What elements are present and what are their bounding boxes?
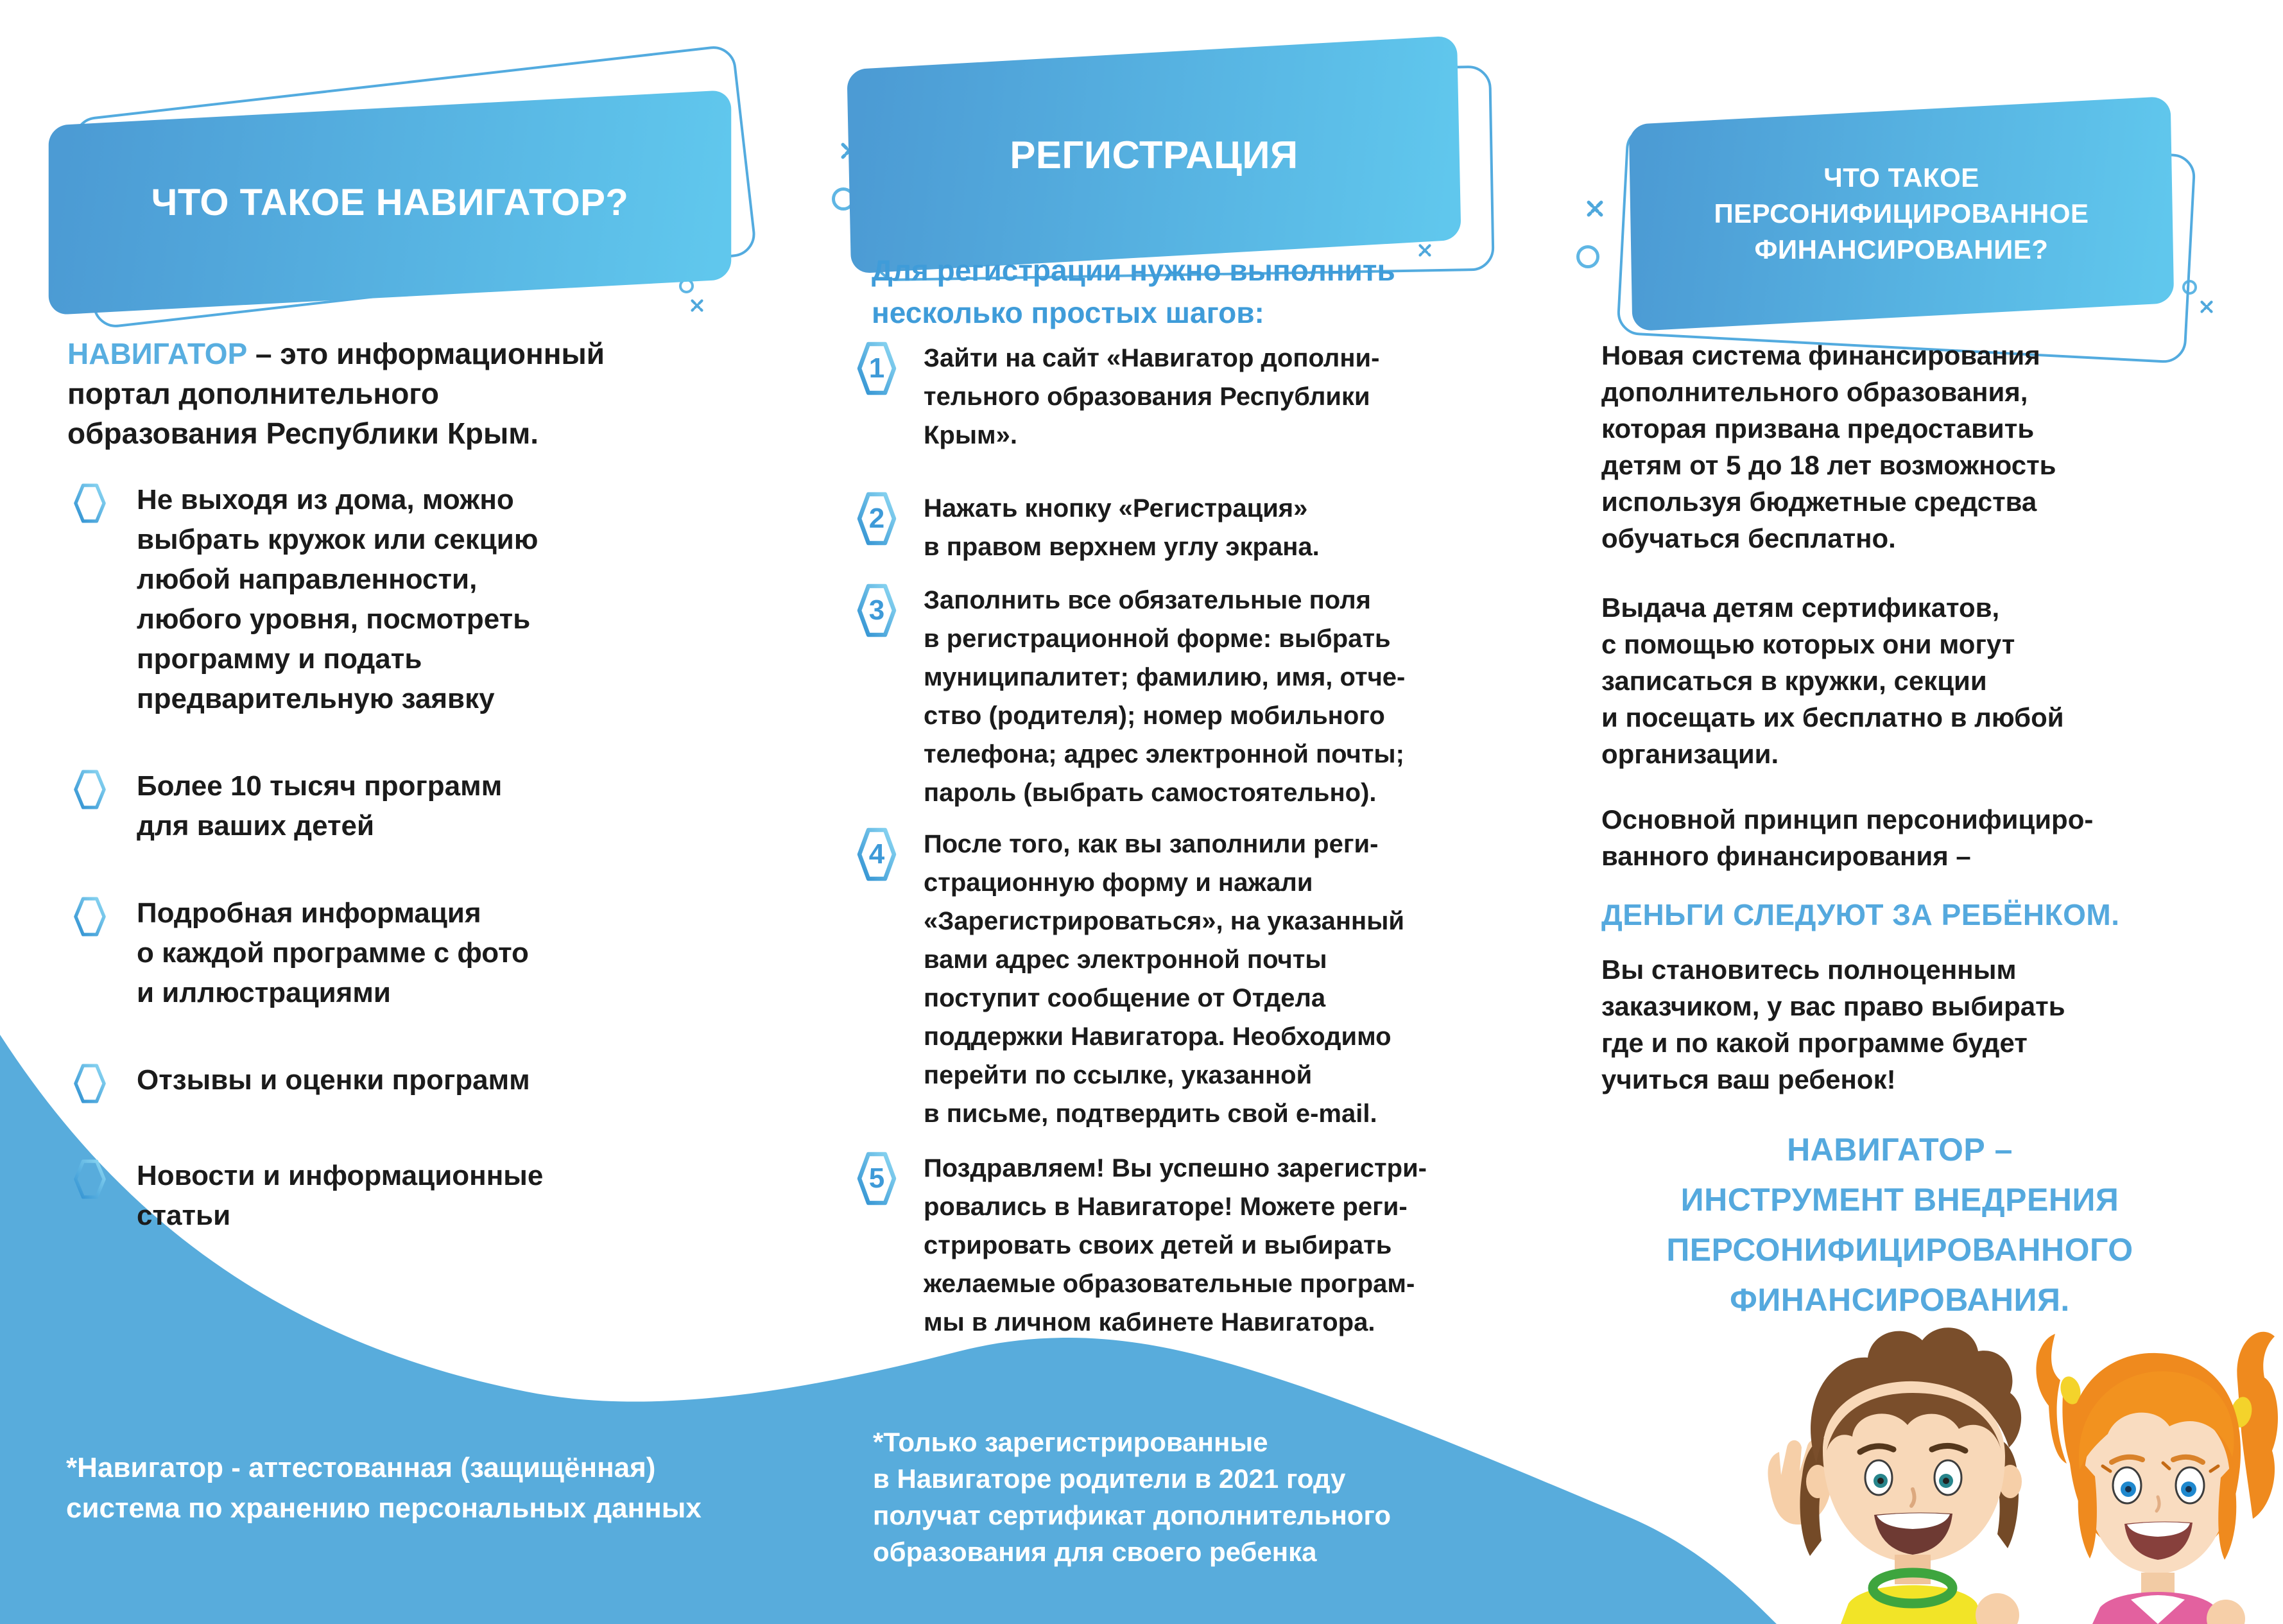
- list-item: [74, 480, 543, 719]
- cross-mark-icon: [691, 299, 703, 312]
- step-number: 1: [868, 352, 885, 384]
- step-number-hexagon-icon: [857, 1149, 897, 1208]
- step-number-hexagon-icon: [857, 339, 897, 398]
- left-bullet-list: [74, 480, 543, 1236]
- step-number: 2: [868, 503, 885, 534]
- intro-after: – это информационный: [247, 337, 605, 370]
- list-item: [74, 1156, 543, 1236]
- list-item: [74, 1060, 543, 1109]
- step-number: 5: [868, 1162, 885, 1194]
- step-item: [857, 339, 1379, 454]
- step-item: [857, 1149, 1427, 1342]
- intro-highlight: НАВИГАТОР: [67, 337, 248, 370]
- list-item: [74, 894, 543, 1013]
- circle-mark-icon: [1576, 245, 1599, 268]
- list-item-text: Отзывы и оценки программ: [137, 1064, 530, 1096]
- hexagon-bullet-icon: [74, 1157, 106, 1204]
- step-number-hexagon-icon: [857, 581, 897, 640]
- right-paragraph: Выдача детям сертификатов, с помощью которых они могут записаться в кружки, секции и посещать их бесплатно в любой организации.: [1601, 592, 2064, 769]
- intro-rest: портал дополнительного образования Республики Крым.: [67, 377, 539, 450]
- right-paragraph: Основной принцип персонифициро- ванного финансирования –: [1601, 804, 2094, 871]
- list-item-text: Новости и информационные статьи: [137, 1160, 544, 1231]
- cross-mark-icon: [1587, 200, 1603, 217]
- registration-subtitle: Для регистрации нужно выполнить несколько простых шагов:: [872, 254, 1395, 329]
- step-number-hexagon-icon: [857, 825, 897, 884]
- header-banner-left: [48, 108, 732, 297]
- children-illustration: [1720, 1303, 2283, 1624]
- step-text: Поздравляем! Вы успешно зарегистри- ровались в Навигаторе! Можете реги- стрировать своих детей и выбирать желаемые образовательные програм- мы в личном кабинете Навигатора.: [924, 1154, 1427, 1336]
- step-item: [857, 581, 1405, 812]
- step-number-hexagon-icon: [857, 489, 897, 548]
- girl-character: [2036, 1332, 2278, 1624]
- list-item-text: Не выходя из дома, можно выбрать кружок или секцию любой направленности, любого уровня, посмотреть программу и подать предварительную заявку: [137, 484, 538, 714]
- cross-mark-icon: [2200, 300, 2213, 313]
- hexagon-bullet-icon: [74, 481, 106, 528]
- step-text: Зайти на сайт «Навигатор дополни- тельного образования Республики Крым».: [924, 344, 1380, 449]
- page-title-right: ЧТО ТАКОЕ ПЕРСОНИФИЦИРОВАННОЕ ФИНАНСИРОВАНИЕ?: [1714, 162, 2089, 264]
- right-paragraph: Вы становитесь полноценным заказчиком, у вас право выбирать где и по какой программе будет учиться ваш ребенок!: [1601, 955, 2065, 1094]
- page-title-left: ЧТО ТАКОЕ НАВИГАТОР?: [151, 182, 629, 223]
- step-item: [857, 489, 1320, 566]
- left-intro-paragraph: [67, 334, 605, 453]
- step-text: Нажать кнопку «Регистрация» в правом верхнем углу экрана.: [924, 494, 1320, 561]
- hexagon-bullet-icon: [74, 768, 106, 815]
- header-banner-right: [1630, 110, 2173, 317]
- step-number: 4: [868, 838, 885, 870]
- navigator-slogan: НАВИГАТОР – ИНСТРУМЕНТ ВНЕДРЕНИЯ ПЕРСОНИФИЦИРОВАННОГО ФИНАНСИРОВАНИЯ.: [1666, 1132, 2133, 1318]
- list-item-text: Более 10 тысяч программ для ваших детей: [137, 770, 503, 842]
- list-item-text: Подробная информация о каждой программе с фото и иллюстрациями: [137, 897, 529, 1008]
- step-text: Заполнить все обязательные поля в регистрационной форме: выбрать муниципалитет; фамилию, имя, отче- ство (родителя); номер мобильного телефона; адрес электронной почты; пароль (выбрать самостоятельно).: [924, 586, 1406, 807]
- hexagon-bullet-icon: [74, 895, 106, 942]
- list-item: [74, 766, 543, 846]
- header-banner-middle: [849, 53, 1460, 257]
- page-title-middle: РЕГИСТРАЦИЯ: [1010, 133, 1298, 177]
- left-footnote: *Навигатор - аттестованная (защищённая) система по хранению персональных данных: [66, 1452, 702, 1524]
- step-number: 3: [868, 594, 885, 626]
- boy-character: [1768, 1327, 2022, 1624]
- middle-footnote: *Только зарегистрированные в Навигаторе родители в 2021 году получат сертификат дополнительного образования для своего ребенка: [873, 1427, 1391, 1567]
- right-paragraph: Новая система финансирования дополнительного образования, которая призвана предоставить детям от 5 до 18 лет возможность используя бюджетные средства обучаться бесплатно.: [1601, 340, 2056, 553]
- money-follows-child-highlight: ДЕНЬГИ СЛЕДУЮТ ЗА РЕБЁНКОМ.: [1601, 898, 2120, 931]
- step-text: После того, как вы заполнили реги- страционную форму и нажали «Зарегистрироваться», на указанный вами адрес электронной почты поступит сообщение от Отдела поддержки Навигатора. Необходимо перейти по ссылке, указанной в письме, подтвердить свой e-mail.: [924, 830, 1404, 1128]
- hexagon-bullet-icon: [74, 1062, 106, 1109]
- step-item: [857, 825, 1404, 1133]
